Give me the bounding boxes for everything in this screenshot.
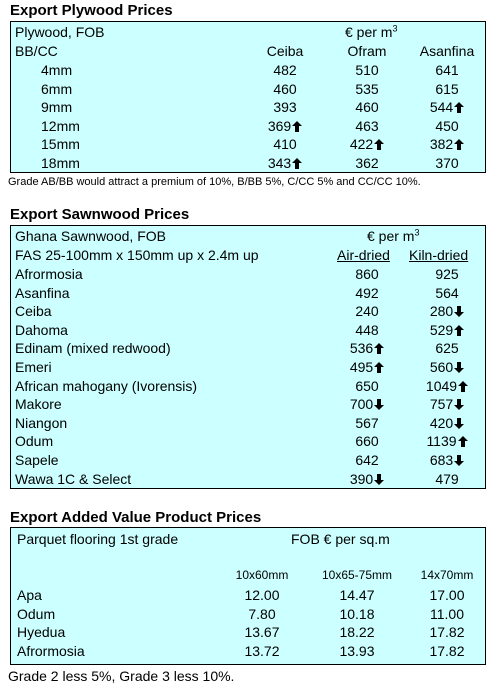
sawnwood-air-dried-cell: 567 [355, 414, 379, 431]
sawnwood-air-dried-cell: 492 [355, 284, 379, 301]
added-value-col-10x60: 10x60mm [235, 568, 289, 582]
added-value-section-title: Export Added Value Product Prices [10, 509, 262, 526]
sawnwood-row [11, 265, 485, 283]
sawnwood-row [11, 339, 485, 357]
sawnwood-row [11, 470, 485, 488]
sawnwood-kiln-dried-cell: 479 [435, 470, 459, 487]
plywood-row [11, 135, 485, 153]
sawnwood-kiln-dried-cell: 1139 [407, 432, 487, 450]
arrow-up-icon [292, 121, 302, 132]
added-value-price-cell: 11.00 [430, 605, 464, 622]
plywood-row [11, 154, 485, 172]
arrow-up-icon [454, 325, 464, 336]
plywood-price-cell: 382 [407, 135, 487, 153]
added-value-price-cell: 13.67 [244, 624, 280, 640]
sawnwood-kiln-dried-cell: 757 [407, 395, 487, 413]
added-value-grade-note: Grade 2 less 5%, Grade 3 less 10%. [8, 668, 235, 684]
plywood-grade-note: Grade AB/BB would attract a premium of 10%, B/BB 5%, C/CC 5% and CC/CC 10%. [8, 176, 421, 188]
added-value-unit-label: FOB € per sq.m [291, 531, 390, 547]
sawnwood-air-dried-cell: 536 [329, 339, 405, 357]
added-value-price-cell: 13.72 [244, 642, 280, 659]
added-value-price-cell: 10.18 [339, 605, 375, 622]
sawnwood-row [11, 302, 485, 320]
plywood-col-asanfina: Asanfina [419, 43, 475, 59]
plywood-price-cell: 482 [273, 62, 297, 78]
arrow-down-icon [454, 399, 464, 410]
plywood-price-cell: 393 [273, 99, 297, 115]
arrow-up-icon [374, 362, 384, 373]
sawnwood-row [11, 451, 485, 469]
sawnwood-kiln-dried-cell: 280 [407, 302, 487, 320]
arrow-down-icon [374, 474, 384, 485]
added-value-species-cell: Apa [17, 587, 42, 603]
plywood-price-cell: 343 [255, 154, 315, 172]
added-value-price-cell: 17.82 [429, 624, 465, 640]
sawnwood-species-cell: Sapele [15, 452, 59, 468]
plywood-size-cell: 18mm [41, 154, 80, 171]
arrow-up-icon [458, 436, 468, 447]
plywood-price-cell: 615 [435, 80, 459, 97]
plywood-size-cell: 9mm [41, 99, 73, 115]
added-value-header-label: Parquet flooring 1st grade [17, 531, 179, 547]
added-value-price-table [10, 527, 486, 665]
plywood-grade-label: BB/CC [15, 43, 58, 59]
added-value-species-cell: Hyedua [17, 624, 66, 640]
arrow-up-icon [374, 139, 384, 150]
sawnwood-kiln-dried-cell: 925 [435, 266, 459, 282]
added-value-row [11, 623, 485, 641]
sawnwood-kiln-dried-cell: 564 [435, 284, 459, 301]
sawnwood-species-cell: Wawa 1C & Select [15, 470, 132, 487]
sawnwood-section-title: Export Sawnwood Prices [10, 206, 190, 223]
sawnwood-unit-label: € per $m^3$ [367, 227, 420, 244]
plywood-size-cell: 12mm [41, 117, 80, 134]
added-value-col-10x65-75: 10x65-75mm [321, 568, 393, 582]
added-value-species-cell: Odum [17, 605, 56, 622]
added-value-price-cell: 18.22 [339, 624, 375, 640]
arrow-up-icon [458, 381, 468, 392]
arrow-up-icon [454, 102, 464, 113]
sawnwood-col-kiln-dried: Kiln-dried [409, 247, 469, 263]
sawnwood-air-dried-cell: 700 [329, 395, 405, 413]
plywood-price-cell: 460 [273, 80, 297, 97]
sawnwood-row [11, 377, 485, 395]
sawnwood-species-cell: Ceiba [15, 303, 52, 320]
sawnwood-row [11, 432, 485, 450]
sawnwood-spec-label: FAS 25-100mm x 150mm up x 2.4m up [15, 247, 259, 263]
sawnwood-kiln-dried-cell: 683 [407, 451, 487, 469]
sawnwood-kiln-dried-cell: 560 [407, 358, 487, 376]
plywood-row [11, 80, 485, 98]
sawnwood-species-cell: Asanfina [15, 284, 70, 301]
sawnwood-species-cell: Emeri [15, 359, 52, 375]
plywood-price-cell: 535 [355, 80, 379, 97]
plywood-column-header-row [11, 42, 485, 60]
sawnwood-air-dried-cell: 240 [355, 303, 379, 320]
arrow-down-icon [454, 362, 464, 373]
added-value-row [11, 586, 485, 604]
plywood-size-cell: 15mm [41, 136, 80, 152]
plywood-price-cell: 369 [255, 117, 315, 135]
added-value-column-header-row [11, 566, 485, 584]
sawnwood-species-cell: Makore [15, 396, 62, 413]
sawnwood-kiln-dried-cell: 625 [435, 340, 459, 357]
sawnwood-species-cell: Odum [15, 433, 54, 450]
plywood-price-cell: 370 [435, 154, 459, 171]
plywood-price-cell: 510 [355, 62, 379, 78]
sawnwood-row [11, 358, 485, 376]
added-value-row [11, 642, 485, 660]
added-value-price-cell: 12.00 [244, 587, 280, 603]
plywood-unit-label: € per $m^3$ [345, 23, 398, 40]
plywood-price-table [10, 21, 486, 173]
added-value-price-cell: 17.82 [429, 642, 465, 659]
arrow-down-icon [454, 455, 464, 466]
sawnwood-species-cell: Edinam (mixed redwood) [15, 340, 171, 357]
sawnwood-air-dried-cell: 660 [355, 433, 379, 450]
sawnwood-row [11, 321, 485, 339]
plywood-price-cell: 460 [355, 99, 379, 115]
plywood-price-cell: 362 [355, 154, 379, 171]
added-value-species-cell: Afrormosia [17, 642, 85, 659]
plywood-row [11, 117, 485, 135]
arrow-down-icon [454, 418, 464, 429]
plywood-price-cell: 544 [407, 98, 487, 116]
plywood-col-ofram: Ofram [347, 43, 387, 59]
added-value-price-cell: 17.00 [429, 587, 465, 603]
added-value-price-cell: 13.93 [339, 642, 375, 659]
sawnwood-kiln-dried-cell: 529 [407, 321, 487, 339]
arrow-up-icon [454, 139, 464, 150]
sawnwood-air-dried-cell: 390 [329, 470, 405, 488]
sawnwood-row [11, 414, 485, 432]
plywood-size-cell: 6mm [41, 80, 73, 97]
sawnwood-air-dried-cell: 650 [355, 377, 379, 394]
plywood-row [11, 98, 485, 116]
sawnwood-row [11, 395, 485, 413]
sawnwood-species-cell: Afrormosia [15, 266, 83, 282]
plywood-price-cell: 641 [435, 62, 459, 78]
sawnwood-row [11, 284, 485, 302]
added-value-price-cell: 7.80 [248, 605, 276, 622]
plywood-header-label: Plywood, FOB [15, 24, 105, 40]
arrow-up-icon [292, 158, 302, 169]
sawnwood-kiln-dried-cell: 420 [407, 414, 487, 432]
sawnwood-air-dried-cell: 860 [355, 266, 379, 282]
added-value-header-row [11, 530, 485, 548]
sawnwood-kiln-dried-cell: 1049 [407, 377, 487, 395]
sawnwood-species-cell: Dahoma [15, 321, 68, 338]
sawnwood-header-row [11, 227, 485, 245]
sawnwood-air-dried-cell: 448 [355, 321, 379, 338]
added-value-row [11, 605, 485, 623]
plywood-price-cell: 422 [337, 135, 397, 153]
plywood-section-title: Export Plywood Prices [10, 2, 173, 19]
sawnwood-air-dried-cell: 642 [355, 452, 379, 468]
plywood-col-ceiba: Ceiba [266, 43, 304, 59]
arrow-down-icon [454, 306, 464, 317]
sawnwood-air-dried-cell: 495 [329, 358, 405, 376]
sawnwood-price-table [10, 225, 486, 489]
sawnwood-species-cell: African mahogany (Ivorensis) [15, 377, 198, 394]
plywood-row [11, 61, 485, 79]
plywood-header-row [11, 23, 485, 41]
added-value-price-cell: 14.47 [339, 587, 375, 603]
plywood-price-cell: 450 [435, 117, 459, 134]
sawnwood-species-cell: Niangon [15, 414, 68, 431]
sawnwood-header-label: Ghana Sawnwood, FOB [15, 228, 166, 244]
plywood-size-cell: 4mm [41, 62, 73, 78]
plywood-price-cell: 410 [273, 136, 297, 152]
arrow-up-icon [374, 343, 384, 354]
arrow-down-icon [374, 399, 384, 410]
plywood-price-cell: 463 [355, 117, 379, 134]
sawnwood-col-air-dried: Air-dried [337, 247, 390, 263]
sawnwood-column-header-row [11, 246, 485, 264]
added-value-col-14x70: 14x70mm [420, 568, 474, 582]
